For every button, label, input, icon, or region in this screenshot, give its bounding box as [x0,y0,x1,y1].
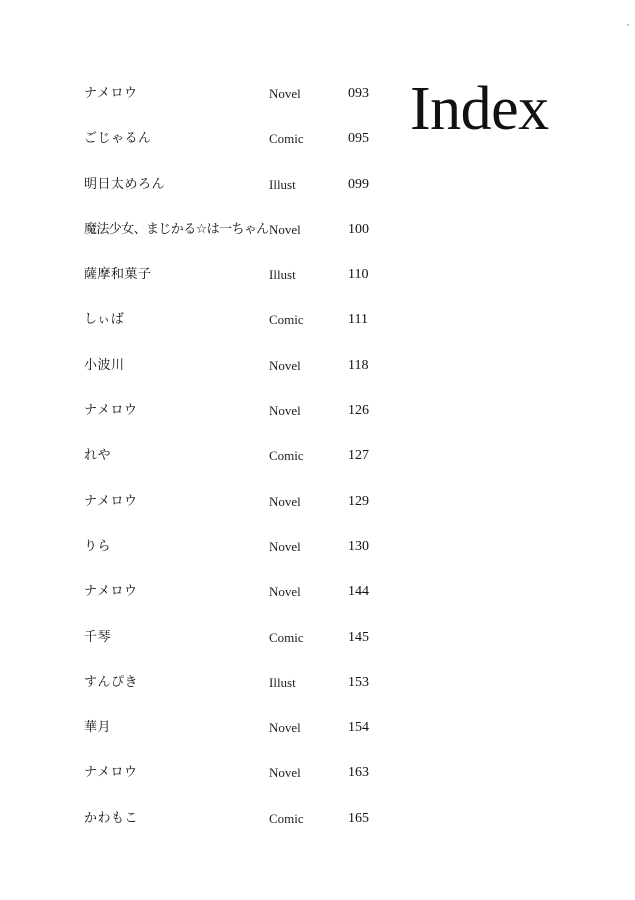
corner-mark [627,24,629,26]
toc-type: Illust [269,267,296,283]
toc-page-number: 111 [348,312,368,328]
toc-author: すんぴき [84,674,139,690]
toc-page-number: 153 [348,674,369,690]
toc-type: Novel [269,584,301,600]
toc-author: しぃば [84,312,125,328]
toc-row [84,307,404,352]
toc-author: ごじゃるん [84,131,152,147]
toc-author: 薩摩和菓子 [84,267,152,283]
toc-author: ナメロウ [84,493,138,509]
toc-type: Novel [269,538,301,554]
toc-page-number: 095 [348,131,369,147]
toc-row [84,81,404,126]
toc-page-number: 127 [348,448,369,464]
toc-author: 小波川 [84,357,125,373]
toc-page-number: 093 [348,86,369,101]
toc-type: Comic [269,448,304,464]
toc-page-number: 130 [348,538,369,554]
toc-type: Novel [269,720,301,736]
toc-type: Comic [269,312,304,328]
toc-page-number: 165 [348,810,369,826]
toc-author: れや [84,448,112,464]
toc-author: ナメロウ [84,403,138,419]
toc-author: ナメロウ [84,765,138,781]
toc-type: Novel [269,403,301,419]
toc-page-number: 099 [348,176,369,192]
toc-row [84,353,404,398]
toc-type: Novel [269,765,301,781]
toc-row [84,760,404,805]
toc-page-number: 110 [348,267,369,283]
toc-type: Illust [269,674,296,690]
toc-type: Illust [269,176,296,192]
toc-author: 千琴 [84,629,112,645]
toc-row [84,262,404,307]
toc-author: 明日太めろん [84,176,166,192]
toc-row [84,126,404,171]
toc-author: ナメロウ [84,86,138,101]
page-title: Index [410,75,549,143]
toc-row [84,489,404,534]
toc-type: Novel [269,86,301,101]
toc-type: Novel [269,493,301,509]
toc-author: かわもこ [84,810,139,826]
toc-type: Comic [269,131,304,147]
toc-page-number: 126 [348,403,369,419]
toc-row [84,172,404,217]
toc-row [84,670,404,715]
toc-author: りら [84,538,112,554]
toc-row [84,625,404,670]
toc-type: Novel [269,221,301,237]
toc-row [84,443,404,488]
toc-page-number: 144 [348,584,369,600]
toc-row [84,715,404,760]
toc-page-number: 129 [348,493,369,509]
toc-type: Novel [269,357,301,373]
toc-row [84,217,404,262]
toc-row [84,579,404,624]
toc-page-number: 145 [348,629,369,645]
toc-author: 魔法少女、まじかる☆は一ちゃん [84,221,269,237]
toc-type: Comic [269,810,304,826]
toc-page-number: 100 [348,221,369,237]
toc-page-number: 118 [348,357,369,373]
table-of-contents [84,81,404,851]
toc-author: 華月 [84,720,112,736]
toc-page-number: 163 [348,765,369,781]
toc-page-number: 154 [348,720,369,736]
toc-row [84,534,404,579]
toc-type: Comic [269,629,304,645]
toc-row [84,806,404,851]
toc-row [84,398,404,443]
toc-author: ナメロウ [84,584,138,600]
